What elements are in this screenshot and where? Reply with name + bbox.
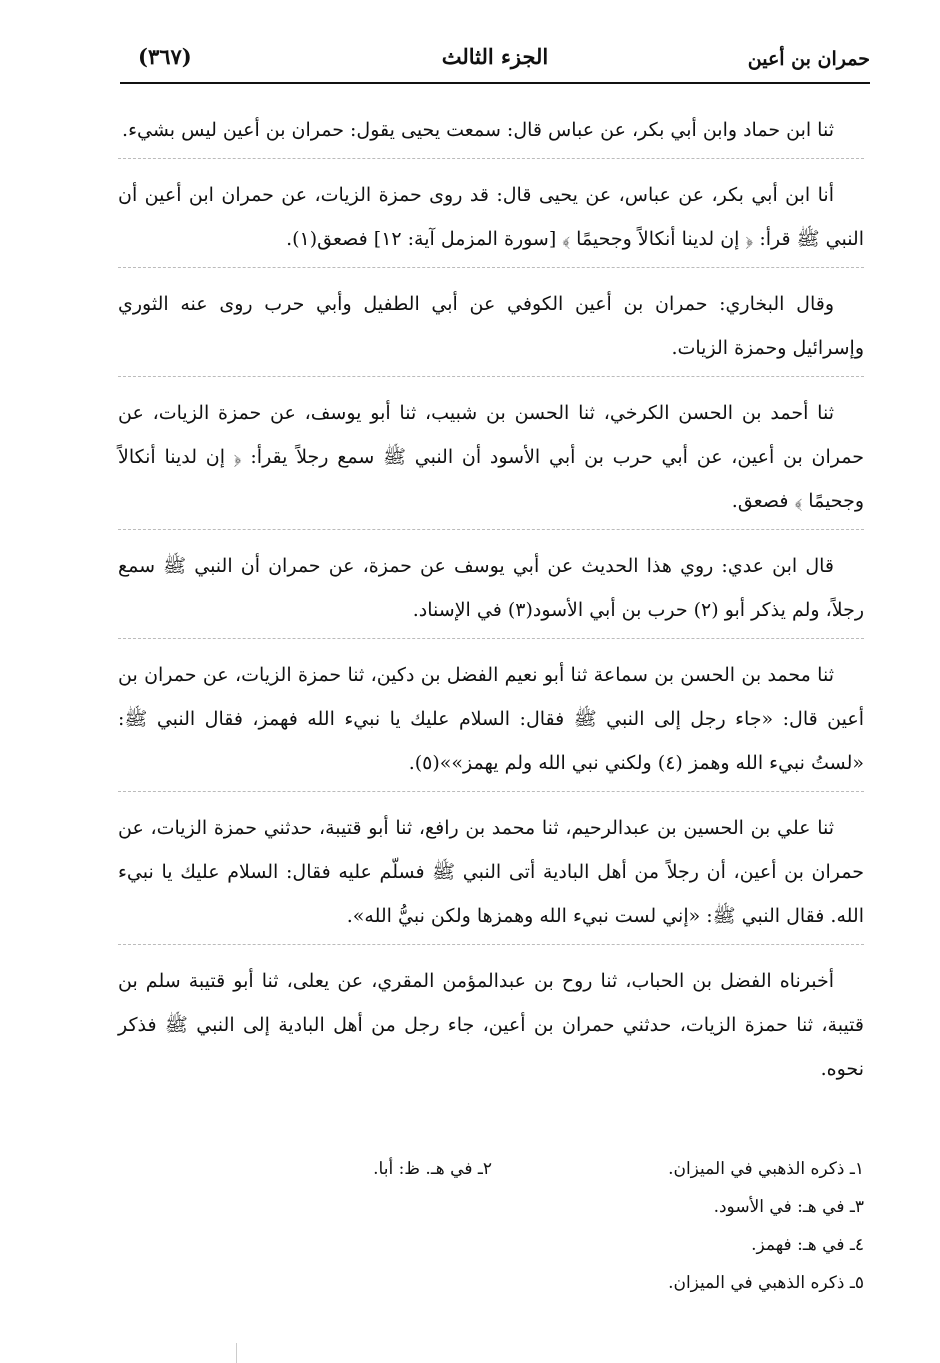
page-header [120, 38, 870, 78]
scan-mark [236, 1343, 237, 1363]
header-rule [120, 82, 870, 84]
footnotes [120, 1150, 864, 1302]
paragraph: ثنا أحمد بن الحسن الكرخي، ثنا الحسن بن شبيب، ثنا أبو يوسف، عن حمزة الزيات، عن حمران بن أعين، عن أبي حرب بن أبي الأسود أن النبي ﷺ سمع رجلاً يقرأ: ﴿ إن لدينا أنكالاً وجحيمًا ﴾ فصعق. [118, 391, 864, 530]
paragraph: ثنا علي بن الحسين بن عبدالرحيم، ثنا محمد بن رافع، ثنا أبو قتيبة، حدثني حمزة الزيات، عن حمران بن أعين، أن رجلاً من أهل البادية أتى النبي ﷺ فسلّم عليه فقال: السلام عليك يا نبيء الله. فقال النبي ﷺ: «إني لست نبيء الله وهمزها ولكن نبيُّ الله». [118, 806, 864, 945]
paragraph: قال ابن عدي: روي هذا الحديث عن أبي يوسف عن حمزة، عن حمران أن النبي ﷺ سمع رجلاً، ولم يذكر أبو (٢) حرب بن أبي الأسود(٣) في الإسناد. [118, 544, 864, 639]
paragraph: ثنا ابن حماد وابن أبي بكر، عن عباس قال: سمعت يحيى يقول: حمران بن أعين ليس بشيء. [118, 108, 864, 159]
footnote: ٢ـ في هـ. ظ: أبا. [373, 1159, 492, 1179]
footnote: ١ـ ذكره الذهبي في الميزان. [668, 1159, 864, 1179]
paragraph: أخبرناه الفضل بن الحباب، ثنا روح بن عبدالمؤمن المقري، عن يعلى، ثنا أبو قتيبة سلم بن قتيبة، ثنا حمزة الزيات، حدثني حمران بن أعين، جاء رجل من أهل البادية إلى النبي ﷺ فذكر نحوه. [118, 970, 864, 1080]
page-number: (٣٦٧) [138, 44, 192, 69]
main-text [118, 108, 864, 1111]
footnote: ٥ـ ذكره الذهبي في الميزان. [668, 1273, 864, 1293]
volume-title: الجزء الثالث [441, 44, 549, 69]
paragraph: أنا ابن أبي بكر، عن عباس، عن يحيى قال: قد روى حمزة الزيات، عن حمران ابن أعين أن النبي ﷺ قرأ: ﴿ إن لدينا أنكالاً وجحيمًا ﴾ [سورة المزمل آية: ١٢] فصعق(١). [118, 173, 864, 268]
paragraph: ثنا محمد بن الحسن بن سماعة ثنا أبو نعيم الفضل بن دكين، ثنا حمزة الزيات، عن حمران بن أعين قال: «جاء رجل إلى النبي ﷺ فقال: السلام عليك يا نبيء الله فهمز، فقال النبي ﷺ: «لستُ نبيء الله وهمز (٤) ولكني نبي الله ولم يهمز»»(٥). [118, 653, 864, 792]
entry-title: حمران بن أعين [747, 48, 870, 70]
footnote: ٣ـ في هـ: في الأسود. [713, 1197, 864, 1217]
footnote: ٤ـ في هـ: فهمز. [751, 1235, 864, 1255]
paragraph: وقال البخاري: حمران بن أعين الكوفي عن أبي الطفيل وأبي حرب روى عنه الثوري وإسرائيل وحمزة الزيات. [118, 282, 864, 377]
